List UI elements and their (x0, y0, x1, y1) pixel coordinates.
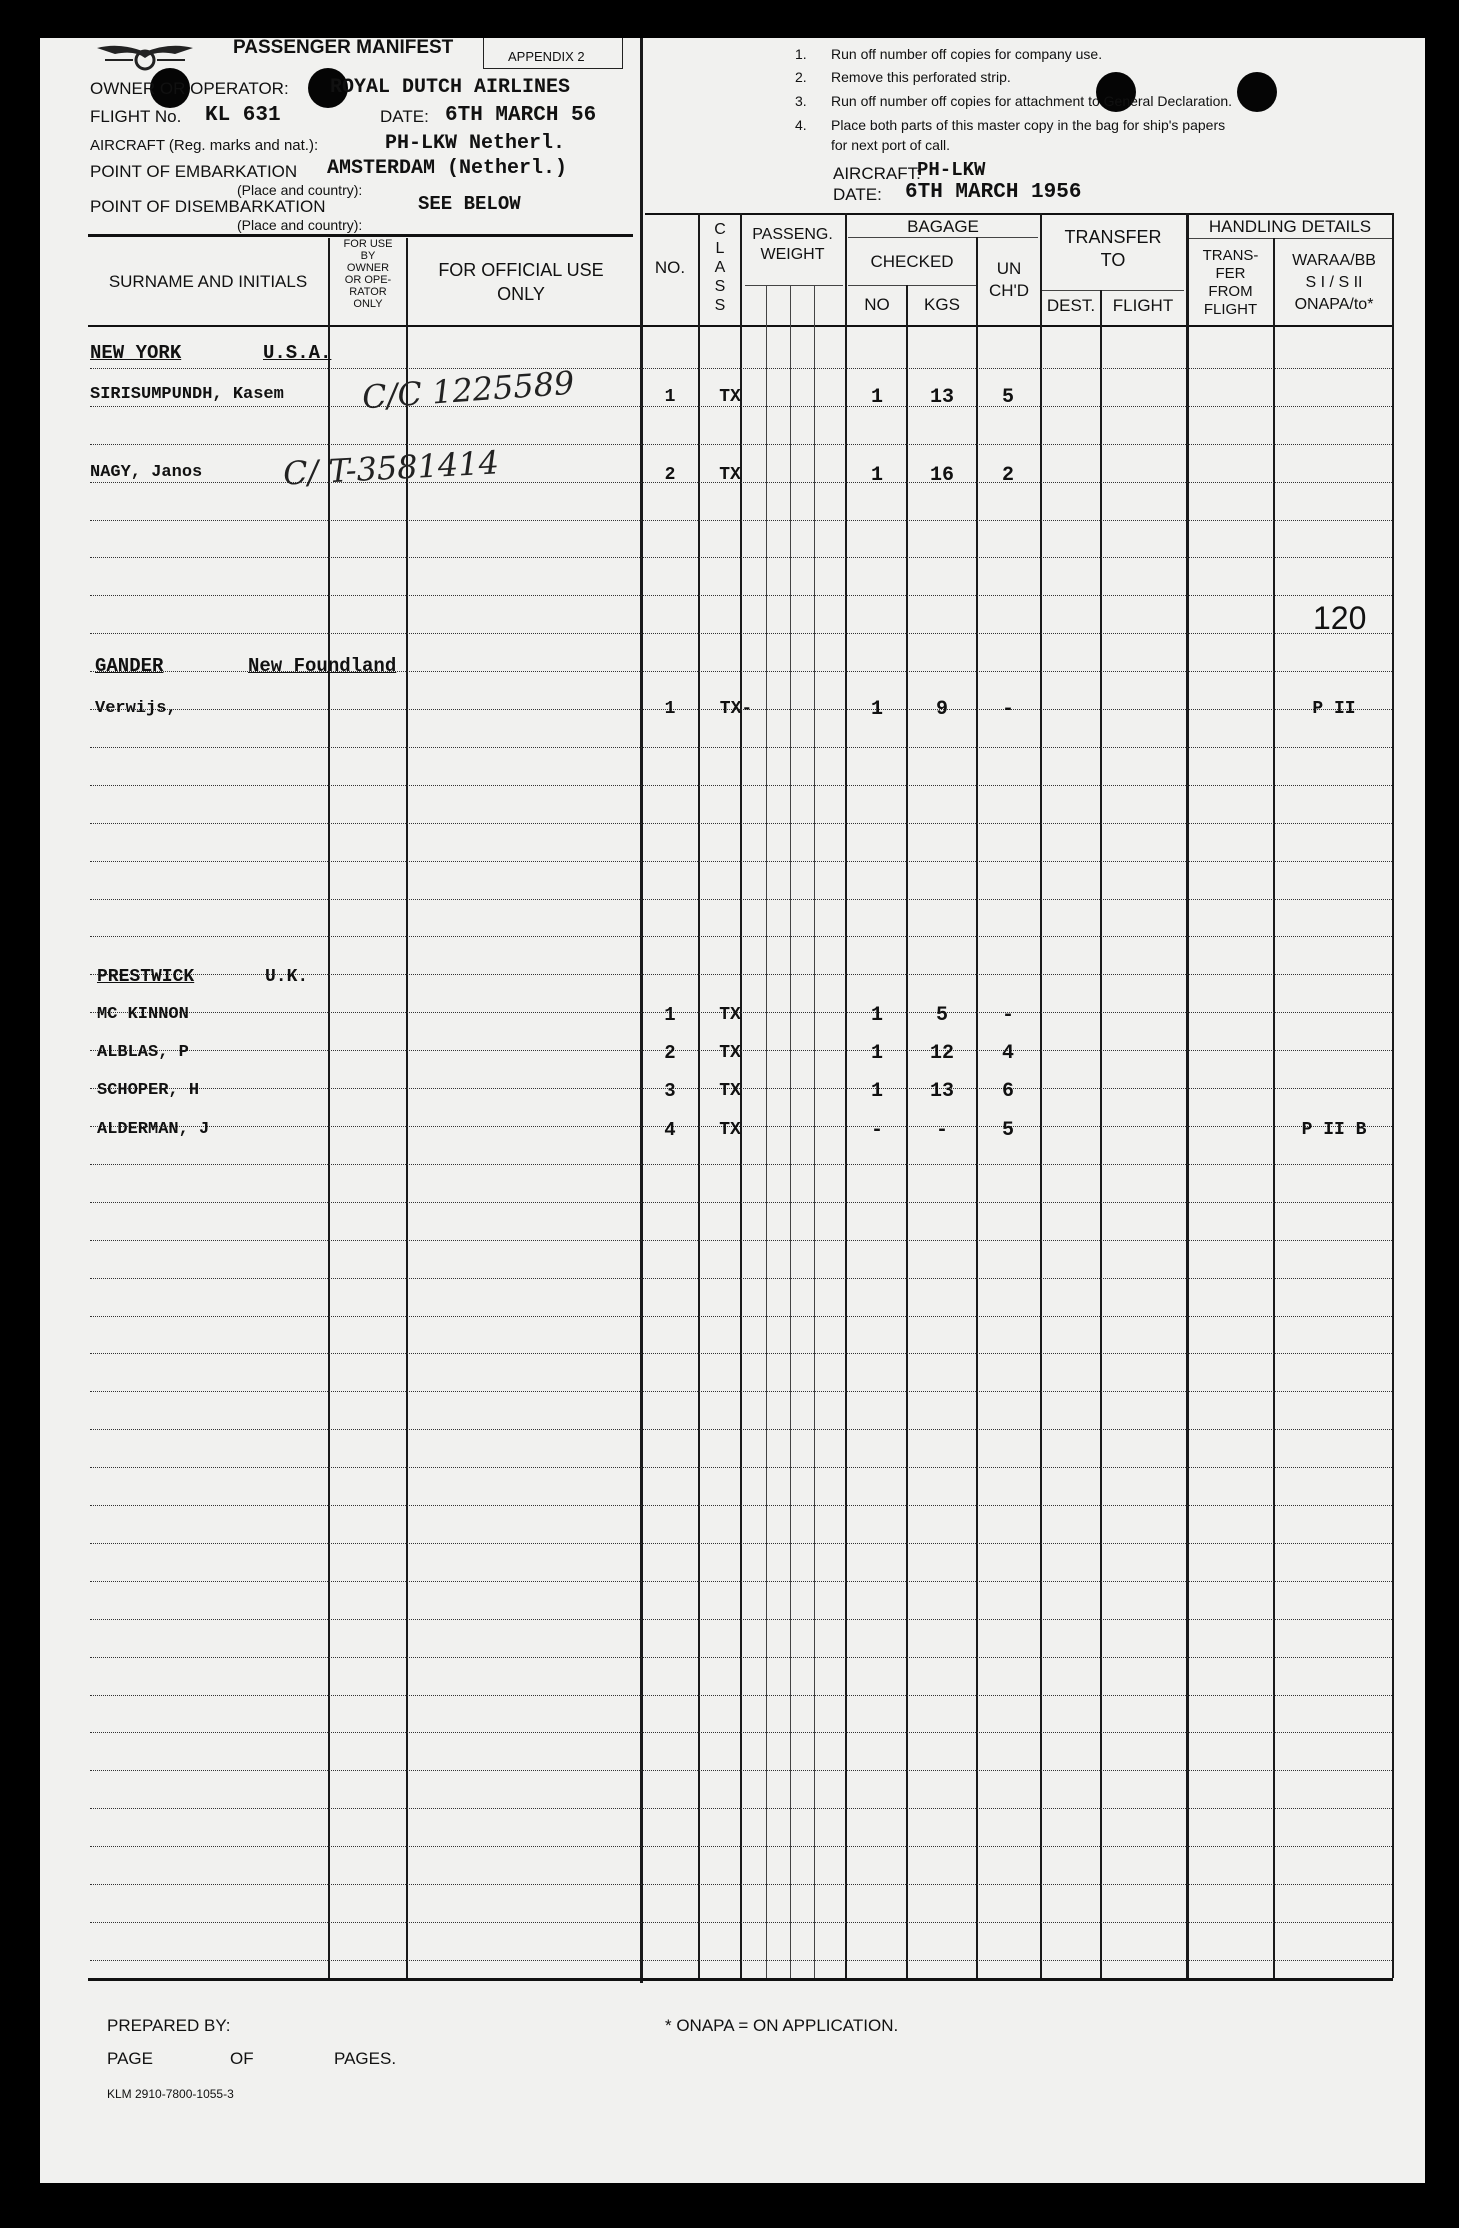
page-number: 120 (1313, 600, 1367, 636)
footer-rule (88, 1978, 1393, 1981)
strip-aircraft-value: PH-LKW (917, 159, 986, 181)
passenger-class: TX (719, 1043, 741, 1063)
manifest-title: PASSENGER MANIFEST (233, 37, 454, 58)
row-line (90, 406, 1392, 407)
pages-label: PAGES. (334, 2049, 397, 2068)
row-line (90, 1732, 1392, 1733)
passenger-no: 2 (664, 465, 676, 485)
bags-count: 1 (870, 698, 883, 721)
bags-unchecked: 5 (1001, 386, 1014, 409)
row-line (90, 1846, 1392, 1847)
row-line (90, 1164, 1392, 1165)
col-transfer-from: TRANS- FER FROM FLIGHT (1202, 247, 1259, 318)
col-no: NO. (654, 258, 686, 277)
official-entry: C/C 1225589 (360, 363, 576, 417)
bags-kgs: 13 (929, 386, 954, 409)
bags-unchecked: 2 (1001, 464, 1014, 487)
col-unchd: UN CH'D (988, 259, 1030, 300)
passenger-class: TX- (719, 699, 753, 719)
row-line (90, 1695, 1392, 1696)
col-line (814, 285, 815, 1978)
header-rule-left (88, 234, 633, 237)
embark-label: POINT OF EMBARKATION (90, 162, 298, 181)
passenger-name: NAGY, Janos (90, 463, 203, 482)
section-destination: PRESTWICK (97, 967, 195, 987)
bags-unchecked: - (1001, 698, 1014, 721)
col-checked-kgs: KGS (924, 295, 960, 314)
section-destination: GANDER (95, 655, 164, 677)
row-line (90, 595, 1392, 596)
flight-value: KL 631 (205, 104, 281, 127)
col-bagage: BAGAGE (907, 217, 979, 236)
col-surname: SURNAME AND INITIALS (108, 272, 308, 291)
strip-aircraft-label: AIRCRAFT: (833, 164, 921, 183)
col-line (1100, 290, 1102, 1978)
embark-value: AMSTERDAM (Netherl.) (327, 157, 568, 180)
col-line (1186, 213, 1189, 1978)
instruction-1: 1. Run off number off copies for company use. (795, 46, 1103, 62)
header-subrule (848, 237, 1038, 238)
date-value: 6TH MARCH 56 (445, 104, 597, 127)
bags-count: 1 (870, 1080, 883, 1103)
disembark-sub: (Place and country): (237, 217, 363, 233)
row-line (90, 1505, 1392, 1506)
col-checked: CHECKED (870, 252, 954, 271)
col-owner-use: FOR USE BY OWNER OR OPE- RATOR ONLY (343, 238, 393, 310)
col-official: FOR OFFICIAL USE ONLY (438, 260, 604, 304)
col-line (845, 213, 847, 1978)
strip-date-label: DATE: (833, 185, 882, 204)
passenger-name: SIRISUMPUNDH, Kasem (90, 385, 284, 404)
row-line (90, 1770, 1392, 1771)
col-flight: FLIGHT (1112, 296, 1174, 315)
col-line (766, 285, 767, 1978)
col-line (1392, 213, 1394, 1978)
header-subrule (1042, 290, 1184, 291)
passenger-no: 2 (664, 1042, 676, 1064)
row-line (90, 633, 1392, 634)
row-line (90, 861, 1392, 862)
col-line (976, 237, 978, 1978)
passenger-name: ALBLAS, P (97, 1043, 189, 1062)
row-line (90, 557, 1392, 558)
passenger-no: 1 (664, 699, 676, 719)
row-line (90, 899, 1392, 900)
bags-count: - (870, 1119, 883, 1142)
row-line (90, 520, 1392, 521)
col-line (1273, 238, 1275, 1978)
instruction-3: 3. Run off number off copies for attachment to General Declaration. (795, 93, 1233, 109)
col-class: C L A S S (714, 221, 726, 314)
bags-kgs: 5 (935, 1004, 948, 1027)
owner-label: OWNER OR OPERATOR: (90, 79, 289, 98)
bags-count: 1 (870, 1004, 883, 1027)
instruction-4: 4. Place both parts of this master copy in the bag for ship's papers (795, 117, 1226, 133)
airline-logo-icon (95, 38, 195, 74)
handling-detail: P II B (1301, 1120, 1367, 1140)
header-subrule (1188, 238, 1393, 239)
bags-kgs: 13 (929, 1080, 954, 1103)
passenger-class: TX (719, 1120, 741, 1140)
of-label: OF (230, 2049, 254, 2068)
disembark-label: POINT OF DISEMBARKATION (90, 197, 326, 216)
date-label: DATE: (380, 107, 429, 126)
passenger-name: MC KINNON (97, 1005, 189, 1024)
col-waraa: WARAA/BB S I / S II ONAPA/to* (1292, 252, 1376, 313)
bags-count: 1 (870, 386, 883, 409)
row-line (90, 1202, 1392, 1203)
instruction-4-cont: for next port of call. (831, 137, 951, 153)
punch-hole-right (1237, 72, 1277, 112)
row-line (90, 936, 1392, 937)
form-code: KLM 2910-7800-1055-3 (107, 2087, 234, 2101)
row-line (90, 1278, 1392, 1279)
row-line (90, 1619, 1392, 1620)
owner-value: ROYAL DUTCH AIRLINES (330, 76, 571, 99)
passenger-class: TX (719, 387, 741, 407)
bags-count: 1 (870, 1042, 883, 1065)
col-weight: PASSENG. WEIGHT (752, 226, 833, 263)
aircraft-label: AIRCRAFT (Reg. marks and nat.): (90, 137, 319, 154)
passenger-no: 1 (664, 387, 676, 407)
bags-unchecked: 5 (1001, 1119, 1014, 1142)
passenger-class: TX (719, 465, 741, 485)
col-line (1040, 213, 1042, 1978)
prepared-by: PREPARED BY: (107, 2016, 231, 2035)
row-line (90, 444, 1392, 445)
section-destination: NEW YORK (90, 342, 182, 364)
row-line (90, 1429, 1392, 1430)
row-line (90, 1581, 1392, 1582)
col-transfer: TRANSFER TO (1064, 227, 1162, 270)
col-line (640, 38, 643, 1983)
col-line (406, 238, 408, 1978)
bags-unchecked: 4 (1001, 1042, 1014, 1065)
col-line (328, 238, 330, 1978)
bags-unchecked: - (1001, 1004, 1014, 1027)
bags-count: 1 (870, 464, 883, 487)
row-line (90, 1391, 1392, 1392)
section-country: U.K. (265, 967, 309, 987)
row-line (90, 1922, 1392, 1923)
bags-kgs: - (935, 1119, 948, 1142)
handling-detail: P II (1312, 699, 1356, 719)
official-entry: C/ T-3581414 (282, 443, 500, 493)
passenger-no: 4 (664, 1119, 676, 1141)
row-line (90, 1543, 1392, 1544)
row-line (90, 1240, 1392, 1241)
passenger-name: Verwijs, (95, 699, 177, 718)
embark-sub: (Place and country): (237, 182, 363, 198)
section-country: U.S.A. (263, 342, 332, 364)
passenger-class: TX (719, 1081, 741, 1101)
row-line (90, 785, 1392, 786)
passenger-no: 1 (664, 1004, 676, 1026)
passenger-class: TX (719, 1005, 741, 1025)
row-line (90, 823, 1392, 824)
flight-label: FLIGHT No. (90, 107, 182, 126)
passenger-name: ALDERMAN, J (97, 1120, 210, 1139)
disembark-value: SEE BELOW (418, 193, 521, 215)
bags-kgs: 16 (929, 464, 954, 487)
header-subrule (848, 285, 976, 286)
row-line (90, 1808, 1392, 1809)
section-country: New Foundland (248, 655, 397, 677)
page-label: PAGE (107, 2049, 153, 2068)
col-handling: HANDLING DETAILS (1208, 217, 1372, 236)
row-line (90, 747, 1392, 748)
row-line (90, 1960, 1392, 1961)
strip-date-value: 6TH MARCH 1956 (905, 181, 1082, 204)
col-checked-no: NO (864, 295, 890, 314)
col-dest: DEST. (1046, 296, 1096, 315)
bags-kgs: 9 (935, 698, 948, 721)
header-rule-right (645, 213, 1393, 215)
bags-unchecked: 6 (1001, 1080, 1014, 1103)
row-line (90, 1657, 1392, 1658)
row-line (90, 1353, 1392, 1354)
row-line (90, 1884, 1392, 1885)
passenger-name: SCHOPER, H (97, 1081, 200, 1100)
col-line (790, 285, 791, 1978)
bags-kgs: 12 (929, 1042, 954, 1065)
annex-label: APPENDIX 2 (508, 49, 585, 64)
passenger-no: 3 (664, 1080, 676, 1102)
aircraft-value: PH-LKW Netherl. (385, 132, 566, 155)
row-line (90, 368, 1392, 369)
row-line (90, 1467, 1392, 1468)
onapa-note: * ONAPA = ON APPLICATION. (665, 2016, 899, 2035)
header-subrule (745, 285, 843, 286)
instruction-2: 2. Remove this perforated strip. (795, 69, 1011, 85)
manifest-sheet (40, 38, 1425, 2183)
row-line (90, 1316, 1392, 1317)
